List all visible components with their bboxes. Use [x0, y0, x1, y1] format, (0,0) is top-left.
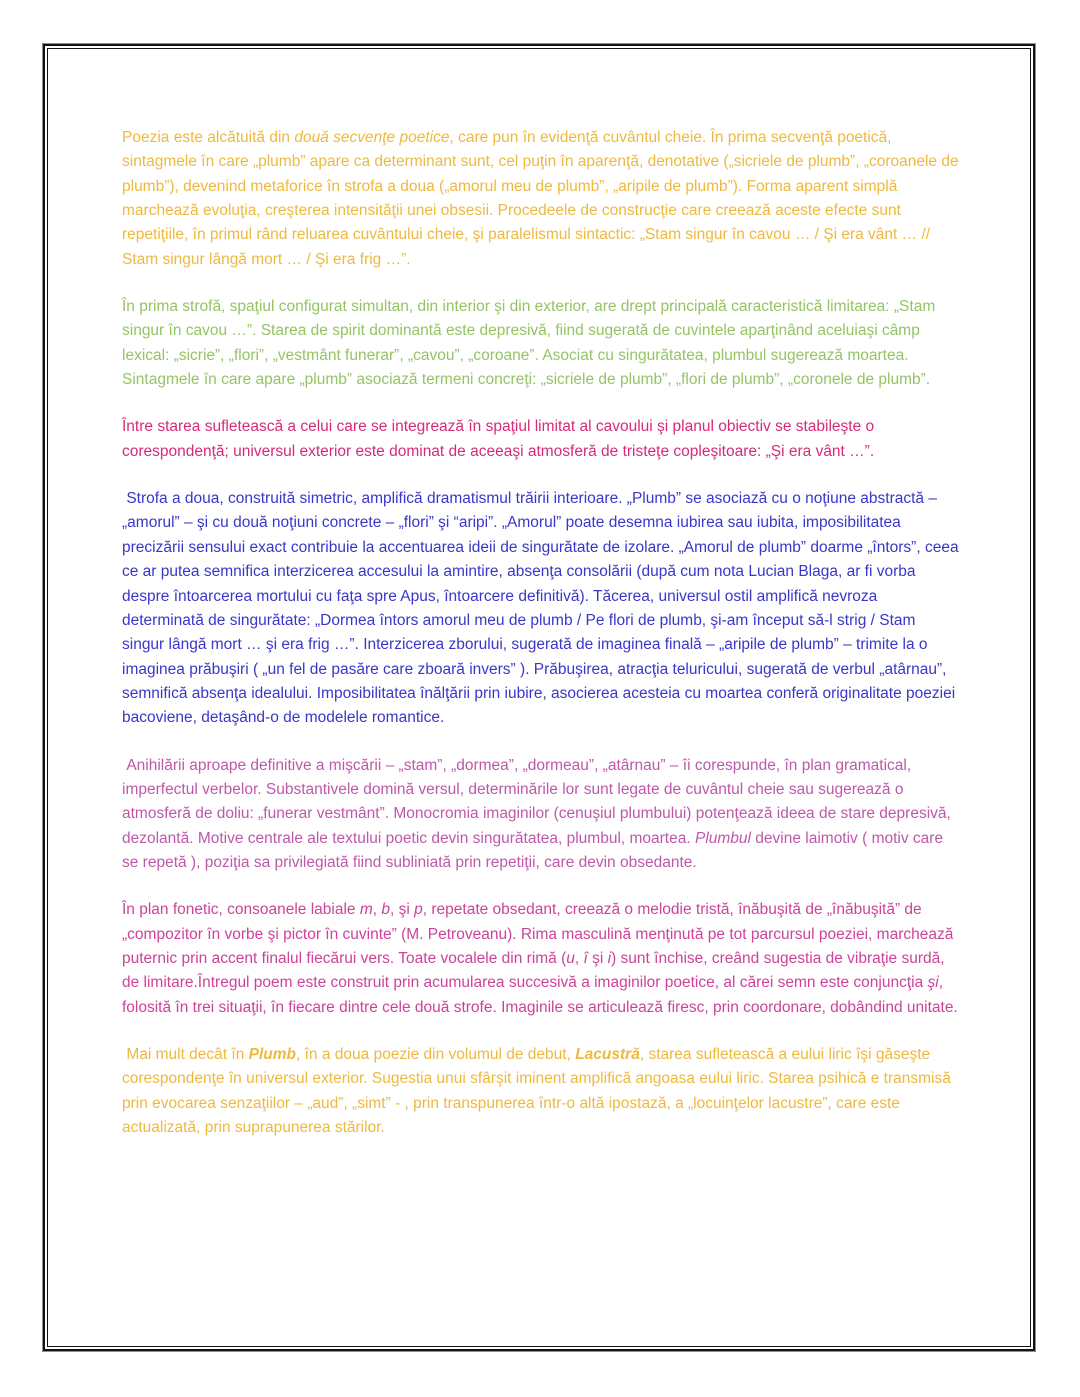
text-run: ) sunt închise, creând sugestia de vibraţie surdă, de limitare.Întregul poem este construit prin acumularea succesivă a imaginilor poetice, al cărei semn este conjuncţia	[122, 949, 949, 992]
paragraph-5	[122, 754, 960, 876]
paragraph-1	[122, 126, 963, 272]
text-run: b	[381, 901, 391, 919]
text-run: , care pun în evidenţă cuvântul cheie. În prima secvenţă poetică, sintagmele în care „plumb” apare ca determinant sunt, cel puţin în aparenţă, denotative („sicriele de plumb”, „coroanele de plumb”), devenind metaforice în strofa a doua („amorul meu de plumb”, „aripile de plumb”). Forma aparent simplă marchează evoluţia, creşterea intensităţii unei obsesii. Procedeele de construcţie care creează aceste efecte sunt repetiţiile, în primul rând reluarea cuvântului cheie, şi paralelismul sintactic: „Stam singur în cavou … / Şi era vânt … // Stam singur lângă mort … / Şi era frig …”.	[122, 129, 963, 268]
page-border-thin-line	[47, 48, 1031, 1347]
text-run: şi	[587, 949, 608, 967]
paragraph-3	[122, 415, 960, 464]
text-run: î	[583, 949, 588, 967]
text-run: , repetate obsedant, creează o melodie tristă, înăbuşită de „înăbuşită” de „compozitor în vorbe şi pictor în cuvinte” (M. Petroveanu). Rima masculină menţinută pe tot parcursul poeziei, marchează puternic prin accent finalul fiecărui vers. Toate vocalele din rimă (	[122, 901, 958, 967]
text-run: Mai mult decât în	[122, 1046, 249, 1063]
paragraph-6	[122, 898, 960, 1020]
text-run: Anihilării aproape definitive a mişcării – „stam”, „dormea”, „dormeau”, „atârnau” – îi corespunde, în plan gramatical, imperfectul verbelor. Substantivele domină versul, determinările lor sunt legate de cuvântul cheie sau sugerează o atmosferă de doliu: „funerar vestmânt”. Monocromia imaginilor (cenuşiul plumbului) potenţează ideea de stare depresivă, dezolantă. Motive centrale ale textului poetic devin singurătatea, plumbul, moartea.	[122, 756, 956, 847]
text-run: două secvenţe poetice	[294, 129, 450, 146]
text-run: Între starea sufletească a celui care se integrează în spaţiul limitat al cavoului şi planul obiectiv se stabileşte o corespondenţă; universul exterior este dominat de aceeaşi atmosferă de tristeţe copleşitoare: „Şi era vânt …”.	[122, 418, 879, 460]
text-run: , şi	[390, 901, 415, 919]
text-run: devine laimotiv ( motiv care se repetă ), poziţia sa privilegiată fiind subliniată prin repetiţii, care devin obsedante.	[122, 829, 948, 871]
paragraph-2	[122, 295, 960, 392]
text-run: Lacustră	[575, 1046, 640, 1063]
text-run: ,	[574, 949, 584, 967]
document-body	[122, 126, 963, 1140]
text-run: Plumb	[248, 1046, 297, 1063]
paragraph-4	[122, 487, 963, 730]
text-run: , starea sufletească a eului liric îşi găseşte corespondenţe în universul exterior. Sugestia unui sfârşit iminent amplifică angoasa eului liric. Starea psihică e transmisă prin evocarea senzaţiilor – „aud”, „simt” - , prin transpunerea într-o altă ipostază, a „locuinţelor lacustre”, care este actualizată, prin suprapunerea stărilor.	[122, 1046, 956, 1137]
text-run: ,	[372, 901, 382, 919]
text-run: Plumbul	[694, 829, 751, 847]
text-run: şi	[927, 974, 939, 992]
text-run: , în a doua poezie din volumul de debut,	[296, 1046, 576, 1063]
text-run: i	[607, 949, 612, 967]
text-run: u	[566, 949, 575, 967]
page-border-thick-line	[43, 44, 1035, 1351]
text-run: p	[414, 901, 423, 919]
page-content	[48, 49, 1030, 1346]
paragraph-7	[122, 1043, 960, 1140]
text-run: Strofa a doua, construită simetric, amplifică dramatismul trăirii interioare. „Plumb” se asociază cu o noţiune abstractă – „amorul” – şi cu două noţiuni concrete – „flori” şi “aripi”. „Amorul” poate desemna iubirea sau iubita, imposibilitatea precizării sensului exact contribuie la accentuarea ideii de singurătate de izolare. „Amorul de plumb” doarme „întors”, ceea ce ar putea semnifica interzicerea accesului la amintire, absenţa consolării (după cum nota Lucian Blaga, ar fi vorba despre întoarcerea mortului cu faţa spre Apus, întoarcere definitivă). Tăcerea, universul ostil amplifică nevroza determinată de singurătate: „Dormea întors amorul meu de plumb / Pe flori de plumb, şi-am început să-l strig / Stam singur lângă mort … şi era frig …”. Interzicerea zborului, sugerată de imaginea finală – „aripile de plumb” – trimite la o imaginea prăbuşiri ( „un fel de pasăre care zboară invers” ). Prăbuşirea, atracţia teluricului, sugerată de verbul „atârnau”, semnifică absenţa idealului. Imposibilitatea înălţării prin iubire, asocierea acesteia cu moartea conferă originalitate poeziei bacoviene, detaşând-o de modelele romantice.	[122, 490, 963, 727]
page-border-frame	[42, 43, 1036, 1352]
text-run: m	[359, 901, 373, 919]
text-run: În plan fonetic, consoanele labiale	[122, 901, 360, 919]
text-run: În prima strofă, spaţiul configurat simultan, din interior şi din exterior, are drept principală caracteristică limitarea: „Stam singur în cavou …”. Starea de spirit dominantă este depresivă, fiind sugerată de cuvintele aparţinând aceluiaşi câmp lexical: „sicrie”, „flori”, „vestmânt funerar”, „cavou”, „coroane”. Asociat cu singurătatea, plumbul sugerează moartea. Sintagmele în care apare „plumb” asociază termeni concreţi: „sicriele de plumb”, „flori de plumb”, „coronele de plumb”.	[122, 298, 940, 389]
text-run: Poezia este alcătuită din	[122, 129, 295, 146]
text-run: , folosită în trei situaţii, în fiecare dintre cele două strofe. Imaginile se articulează firesc, prin coordonare, dobândind unitate.	[122, 974, 958, 1016]
